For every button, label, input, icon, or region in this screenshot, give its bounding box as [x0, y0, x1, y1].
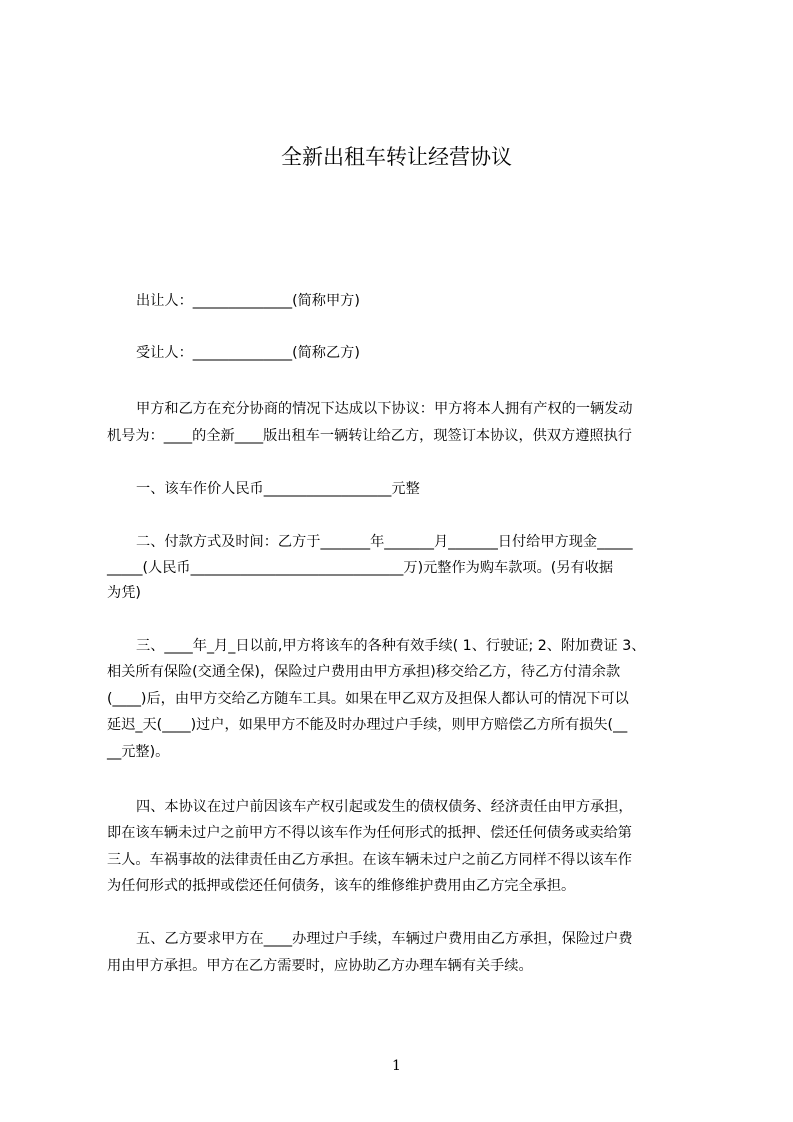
clause4-line-3: 三人。车祸事故的法律责任由乙方承担。在该车辆未过户之前乙方同样不得以该车作: [107, 852, 632, 868]
clause3-line-5: __元整)。: [107, 744, 170, 760]
clause3-line-3: (____)后，由甲方交给乙方随车工具。如果在甲乙双方及担保人都认可的情况下可以: [107, 691, 629, 707]
intro-line-1: 甲方和乙方在充分协商的情况下达成以下协议：甲方将本人拥有产权的一辆发动: [136, 401, 633, 417]
clause5-line-2: 用由甲方承担。甲方在乙方需要时，应协助乙方办理车辆有关手续。: [107, 958, 533, 974]
clause3-line-1: 三、____年_月_日以前,甲方将该车的各种有效手续( 1、行驶证; 2、附加费证 3、: [136, 638, 646, 654]
transferor-line: 出让人：______________(简称甲方): [136, 293, 360, 309]
clause2-line-2: _____(人民币______________________________万)元整作为购车款项。(另有收据: [107, 560, 614, 576]
intro-line-2: 机号为：____的全新____版出租车一辆转让给乙方，现签订本协议，供双方遵照执行: [107, 428, 632, 444]
clause3-line-4: 延迟_天(____)过户，如果甲方不能及时办理过户手续，则甲方赔偿乙方所有损失(__: [107, 717, 628, 733]
clause5-line-1: 五、乙方要求甲方在____办理过户手续，车辆过户费用由乙方承担，保险过户费: [136, 931, 633, 947]
clause2-line-1: 二、付款方式及时间：乙方于_______年_______月_______日付给甲方现金_____: [136, 534, 633, 550]
clause4-line-2: 即在该车辆未过户之前甲方不得以该车作为任何形式的抵押、偿还任何债务或卖给第: [107, 825, 632, 841]
clause4-line-4: 为任何形式的抵押或偿还任何债务，该车的维修维护费用由乙方完全承担。: [107, 878, 576, 894]
page-number: 1: [392, 1058, 401, 1074]
document-title: 全新出租车转让经营协议: [281, 145, 512, 169]
clause3-line-2: 相关所有保险(交通全保)，保险过户费用由甲方承担)移交给乙方，待乙方付清余款: [107, 664, 621, 680]
clause2-line-3: 为凭): [107, 585, 141, 601]
transferee-line: 受让人：______________(简称乙方): [136, 345, 360, 361]
clause4-line-1: 四、本协议在过户前因该车产权引起或发生的债权债务、经济责任由甲方承担，: [136, 799, 633, 815]
clause1-line-1: 一、该车作价人民币__________________元整: [136, 481, 420, 497]
